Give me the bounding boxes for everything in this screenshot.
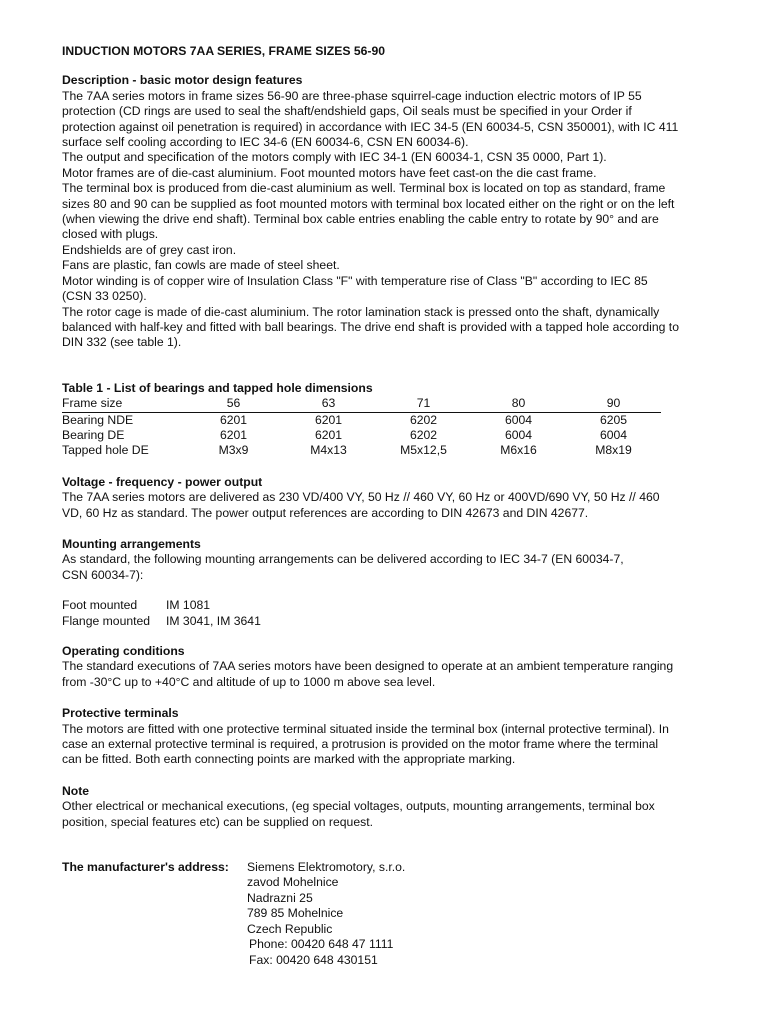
note-line: position, special features etc) can be supplied on request. [62,814,373,829]
table-cell: 6004 [599,427,628,442]
table-cell: M8x19 [595,443,632,458]
mounting-list [62,598,712,629]
mounting-item [62,598,712,613]
description-line: Fans are plastic, fan cowls are made of steel sheet. [62,258,340,273]
voltage-line: The 7AA series motors are delivered as 230 VD/400 VY, 50 Hz // 460 VY, 60 Hz or 400VD/690 VY, 50 Hz // 460 [62,490,660,505]
voltage-line: VD, 60 Hz as standard. The power output references are according to DIN 42673 and DIN 42677. [62,505,589,520]
protective-heading: Protective terminals [62,706,179,721]
table-header-cell: 80 [471,396,566,412]
protective-line: The motors are fitted with one protective terminal situated inside the terminal box (internal protective terminal). In [62,721,669,736]
table-header-cell: Frame size [62,396,186,412]
description-body [62,89,712,351]
description-line: Motor winding is of copper wire of Insulation Class "F" with temperature rise of Class "B" according to IEC 85 [62,273,648,288]
description-line: Motor frames are of die-cast aluminium. Foot mounted motors have feet cast-on the die cast frame. [62,165,597,180]
table-cell: Tapped hole DE [62,443,149,458]
description-line: closed with plugs. [62,227,159,242]
address-line: 789 85 Mohelnice [247,906,344,921]
table-header-row [62,396,661,412]
table-cell: Bearing DE [62,427,125,442]
note-section [62,784,712,830]
mounting-item-value: IM 1081 [166,598,211,613]
description-section [62,73,712,350]
description-line: Endshields are of grey cast iron. [62,242,237,257]
table-cell: M3x9 [218,443,249,458]
table-cell: M5x12,5 [400,443,447,458]
address-line: Siemens Elektromotory, s.r.o. [247,860,406,875]
bearings-table [62,396,661,459]
operating-line: from -30°C up to +40°C and altitude of up to 1000 m above sea level. [62,674,436,689]
table-header-cell: 71 [376,396,471,412]
address-line: Czech Republic [247,921,333,936]
table-row [62,428,661,443]
mounting-line: CSN 60034-7): [62,567,144,582]
table-header-cell: 90 [566,396,661,412]
note-line: Other electrical or mechanical executions, (eg special voltages, outputs, mounting arrangements, terminal box [62,799,655,814]
address-line: Nadrazni 25 [247,890,313,905]
description-line: (CSN 33 0250). [62,289,147,304]
description-line: The rotor cage is made of die-cast aluminium. The rotor lamination stack is pressed onto the shaft, dynamically [62,304,660,319]
table-cell: 6004 [504,427,533,442]
description-line: The 7AA series motors in frame sizes 56-90 are three-phase squirrel-cage induction electric motors of IP 55 [62,88,642,103]
operating-section [62,644,712,690]
table-row [62,412,661,428]
mounting-item-label: Flange mounted [62,613,151,628]
table-cell: 6201 [314,412,343,427]
operating-heading: Operating conditions [62,644,185,658]
table-header-cell: 56 [186,396,281,412]
table-cell: M4x13 [310,443,347,458]
mounting-item-label: Foot mounted [62,598,138,613]
table-cell: 6202 [409,427,438,442]
description-line: protection against oil penetration is required) in accordance with IEC 34-5 (EN 60034-5, CSN 350001), with IC 411 [62,119,679,134]
table-cell: 6201 [219,412,248,427]
address-label: The manufacturer's address: [62,860,229,875]
protective-line: can be fitted. Both earth connecting points are marked with the appropriate marking. [62,752,516,767]
mounting-section [62,537,712,629]
document-page [62,44,712,968]
table1-section [62,381,712,459]
address-fax: Fax: 00420 648 430151 [249,952,378,967]
table-cell: 6201 [219,427,248,442]
address-phone: Phone: 00420 648 47 1111 [249,937,394,952]
table-cell: 6201 [314,427,343,442]
protective-line: case an external protective terminal is required, a protrusion is provided on the motor frame where the terminal [62,737,659,752]
table-cell: 6202 [409,412,438,427]
mounting-item-value: IM 3041, IM 3641 [166,613,261,628]
mounting-heading: Mounting arrangements [62,536,201,551]
table1-heading: Table 1 - List of bearings and tapped hole dimensions [62,380,373,395]
description-line: balanced with half-key and fitted with ball bearings. The drive end shaft is provided with a tapped hole according to [62,319,679,334]
table-cell: 6205 [599,412,628,427]
table-cell: Bearing NDE [62,412,134,427]
description-line: DIN 332 (see table 1). [62,335,182,350]
address-line: zavod Mohelnice [247,875,339,890]
mounting-item [62,614,712,629]
address-lines [247,860,405,968]
protective-section [62,706,712,768]
mounting-line: As standard, the following mounting arrangements can be delivered according to IEC 34-7 (EN 60034-7, [62,552,624,567]
operating-line: The standard executions of 7AA series motors have been designed to operate at an ambient temperature ranging [62,659,674,674]
table-header-cell: 63 [281,396,376,412]
table-row [62,443,661,458]
description-heading: Description - basic motor design features [62,73,303,88]
description-line: sizes 80 and 90 can be supplied as foot mounted motors with terminal box located either on the right or on the left [62,196,675,211]
description-line: (when viewing the drive end shaft). Terminal box cable entries enabling the cable entry to rotate by 90° and are [62,212,659,227]
voltage-section [62,475,712,521]
table-cell: 6004 [504,412,533,427]
note-heading: Note [62,783,90,798]
manufacturer-address [62,860,712,968]
document-title: INDUCTION MOTORS 7AA SERIES, FRAME SIZES 56-90 [62,44,386,58]
voltage-heading: Voltage - frequency - power output [62,474,263,489]
description-line: surface self cooling according to IEC 34-6 (EN 60034-6, CSN EN 60034-6). [62,135,469,150]
description-line: The output and specification of the motors comply with IEC 34-1 (EN 60034-1, CSN 35 0000, Part 1). [62,150,607,165]
description-line: The terminal box is produced from die-cast aluminium as well. Terminal box is located on top as standard, frame [62,181,666,196]
table-cell: M6x16 [500,443,537,458]
description-line: protection (CD rings are used to seal the shaft/endshield gaps, Oil seals must be specified in your Order if [62,104,632,119]
